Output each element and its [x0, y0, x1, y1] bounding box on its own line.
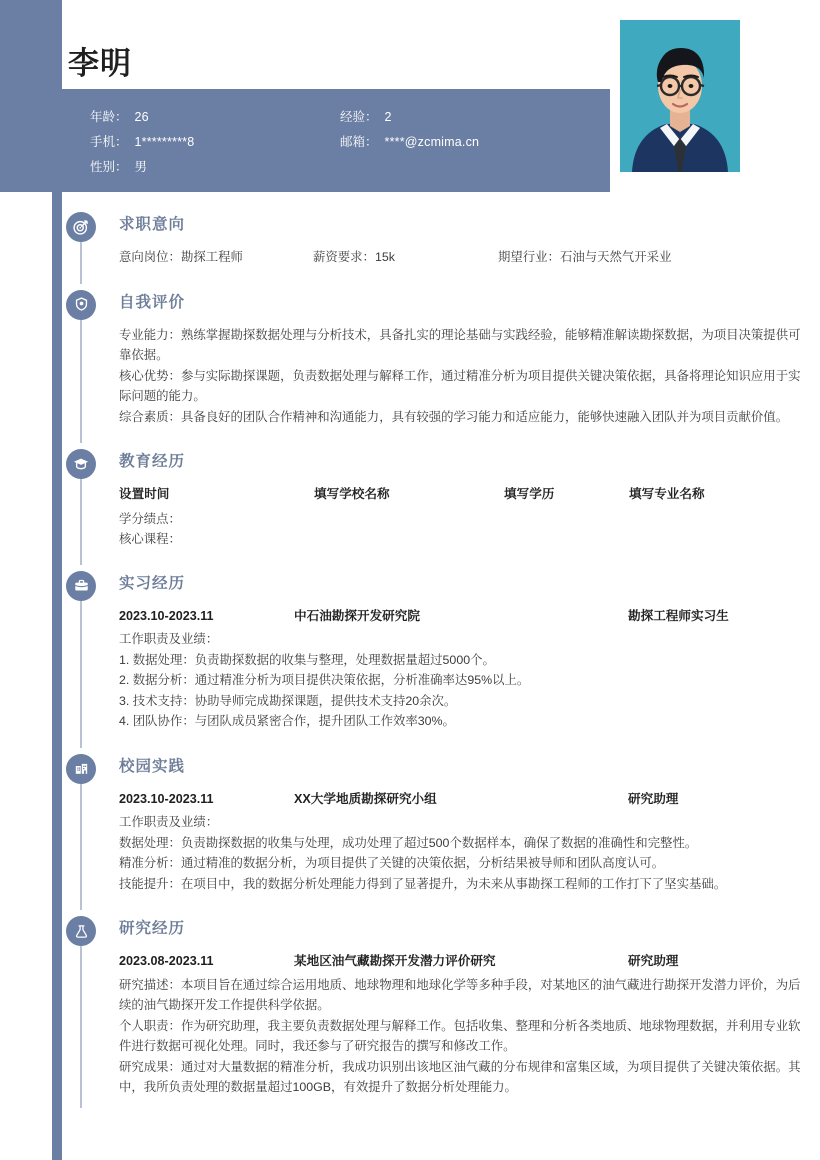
- profile-field-gender-label: 性别：: [90, 159, 128, 174]
- campus-entry-header: [119, 789, 802, 810]
- campus-line: 数据处理：负责勘探数据的收集与处理，成功处理了超过500个数据样本，确保了数据的准确性和完整性。: [119, 835, 698, 850]
- education-col-degree: 填写学历: [504, 487, 555, 501]
- profile-info-band: [62, 89, 610, 192]
- research-project: 某地区油气藏勘探开发潜力评价研究: [294, 954, 496, 968]
- candidate-name: 李明: [68, 46, 132, 81]
- section-title-education: 教育经历: [119, 453, 186, 470]
- self-evaluation-paragraph: 专业能力：熟练掌握勘探数据处理与分析技术，具备扎实的理论基础与实践经验，能够精准解读勘探数据，为项目决策提供可靠依据。: [119, 327, 801, 362]
- profile-field-age: [90, 107, 340, 125]
- internship-line: 3. 技术支持：协助导师完成勘探课题，提供技术支持20余次。: [119, 693, 457, 708]
- section-education: [62, 437, 802, 559]
- school-building-icon: [66, 754, 96, 784]
- research-details: [119, 975, 802, 1098]
- intention-salary: 薪资要求：15k: [313, 250, 395, 264]
- internship-line: 2. 数据分析：通过精准分析为项目提供决策依据，分析准确率达95%以上。: [119, 673, 530, 687]
- campus-date: 2023.10-2023.11: [119, 791, 214, 806]
- section-title-campus-practice: 校园实践: [119, 757, 186, 775]
- job-intention-row: [119, 247, 802, 268]
- profile-field-gender: [90, 157, 340, 175]
- intention-position: 意向岗位：勘探工程师: [119, 250, 243, 264]
- section-job-intention: [62, 200, 802, 278]
- section-title-self-evaluation: 自我评价: [119, 293, 186, 311]
- profile-field-email-value: ****@zcmima.cn: [384, 134, 480, 149]
- section-body-internship: [106, 599, 802, 742]
- profile-field-phone: [90, 132, 340, 150]
- internship-role: 勘探工程师实习生: [628, 608, 729, 623]
- campus-role: 研究助理: [628, 791, 679, 806]
- internship-organization: 中石油勘探开发研究院: [294, 608, 420, 623]
- profile-field-experience-label: 经验：: [340, 109, 378, 124]
- section-research: [62, 904, 802, 1108]
- profile-field-age-value: 26: [134, 109, 149, 124]
- section-campus-practice: [62, 742, 802, 905]
- section-title-internship: 实习经历: [119, 574, 186, 592]
- section-internship: [62, 559, 802, 742]
- internship-details: [119, 629, 802, 732]
- candidate-photo: [620, 20, 740, 172]
- profile-field-experience: [340, 107, 590, 125]
- profile-field-email: [340, 132, 590, 150]
- section-self-evaluation: [62, 278, 802, 438]
- badge-shield-icon: [66, 290, 96, 320]
- profile-field-phone-label: 手机：: [90, 134, 128, 149]
- research-role: 研究助理: [628, 954, 679, 968]
- timeline-rail: [80, 918, 82, 1108]
- self-evaluation-paragraph: 核心优势：参与实际勘探课题，负责数据处理与解释工作，通过精准分析为项目提供关键决策依据，具备将理论知识应用于实际问题的能力。: [119, 368, 801, 403]
- resume-body: [62, 200, 802, 1108]
- research-entry-header: [119, 951, 802, 972]
- campus-line: 工作职责及业绩：: [119, 815, 219, 829]
- campus-details: [119, 812, 802, 894]
- internship-line: 1. 数据处理：负责勘探数据的收集与整理，处理数据量超过5000个。: [119, 652, 495, 667]
- internship-date: 2023.10-2023.11: [119, 608, 214, 623]
- internship-entry-header: [119, 606, 802, 627]
- profile-field-experience-value: 2: [384, 109, 392, 124]
- profile-field-email-label: 邮箱：: [340, 134, 378, 149]
- section-body-self-evaluation: [106, 318, 802, 438]
- campus-organization: XX大学地质勘探研究小组: [294, 791, 437, 806]
- briefcase-icon: [66, 571, 96, 601]
- flask-icon: [66, 916, 96, 946]
- education-columns-row: [119, 484, 802, 505]
- education-col-time: 设置时间: [119, 487, 170, 501]
- research-date: 2023.08-2023.11: [119, 954, 214, 968]
- section-title-job-intention: 求职意向: [119, 216, 186, 233]
- research-line: 研究成果：通过对大量数据的精准分析，我成功识别出该地区油气藏的分布规律和富集区域，为项目提供了关键决策依据。其中，我所负责处理的数据量超过100GB，有效提升了数据分析处理能力。: [119, 1059, 801, 1094]
- section-body-job-intention: [106, 240, 802, 278]
- internship-line: 工作职责及业绩：: [119, 632, 219, 646]
- section-body-campus-practice: [106, 782, 802, 905]
- left-accent-bar: [52, 0, 62, 1160]
- section-title-research: 研究经历: [119, 920, 186, 937]
- self-evaluation-paragraph: 综合素质：具备良好的团队合作精神和沟通能力，具有较强的学习能力和适应能力，能够快速融入团队并为项目贡献价值。: [119, 409, 789, 424]
- campus-line: 技能提升：在项目中，我的数据分析处理能力得到了显著提升，为未来从事勘探工程师的工作打下了坚实基础。: [119, 876, 727, 891]
- profile-info-grid: [90, 103, 590, 178]
- left-accent-block: [0, 0, 52, 192]
- section-body-research: [106, 944, 802, 1108]
- education-col-major: 填写专业名称: [629, 487, 705, 501]
- profile-field-gender-value: 男: [134, 159, 148, 174]
- campus-line: 精准分析：通过精准的数据分析，为项目提供了关键的决策依据，分析结果被导师和团队高度认可。: [119, 856, 665, 870]
- education-col-school: 填写学校名称: [314, 487, 390, 501]
- intention-industry: 期望行业：石油与天然气开采业: [498, 250, 672, 264]
- profile-field-age-label: 年龄：: [90, 109, 128, 124]
- education-gpa: 学分绩点：: [119, 511, 181, 526]
- graduation-cap-icon: [66, 449, 96, 479]
- internship-line: 4. 团队协作：与团队成员紧密合作，提升团队工作效率30%。: [119, 714, 455, 728]
- research-line: 研究描述：本项目旨在通过综合运用地质、地球物理和地球化学等多种手段，对某地区的油气藏进行勘探开发潜力评价，为后续的油气勘探开发工作提供科学依据。: [119, 977, 801, 1012]
- profile-field-phone-value: 1*********8: [134, 134, 195, 149]
- target-icon: [66, 212, 96, 242]
- research-line: 个人职责：作为研究助理，我主要负责数据处理与解释工作。包括收集、整理和分析各类地质、地球物理数据，并利用专业软件进行数据可视化处理。同时，我还参与了研究报告的撰写和修改工作。: [119, 1018, 801, 1053]
- education-core-courses: 核心课程：: [119, 531, 181, 546]
- section-body-education: [106, 477, 802, 559]
